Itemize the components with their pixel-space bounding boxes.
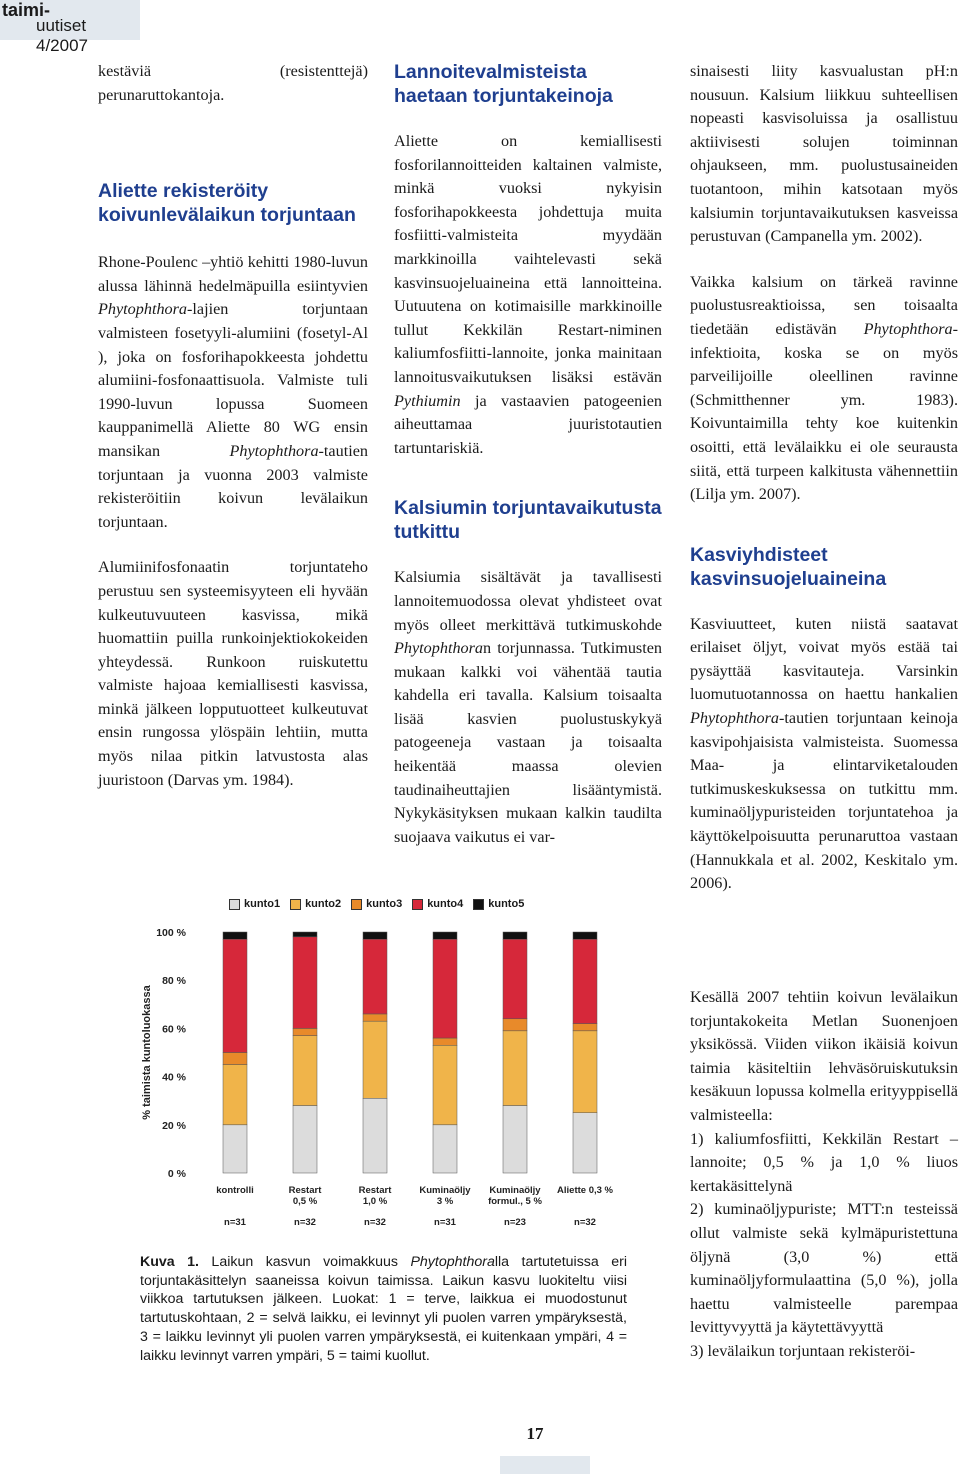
bar-segment-kunto1 xyxy=(363,1098,387,1173)
legend-kunto3 xyxy=(351,898,402,910)
column-1 xyxy=(98,60,368,792)
n-label: n=31 xyxy=(434,1217,456,1228)
x-category-label: 1,0 % xyxy=(362,1196,388,1207)
n-label: n=32 xyxy=(364,1217,386,1228)
y-tick-label: 100 % xyxy=(156,927,186,939)
legend-swatch xyxy=(229,899,240,910)
bar-segment-kunto1 xyxy=(223,1125,247,1173)
legend-label: kunto2 xyxy=(305,898,342,910)
bar-segment-kunto2 xyxy=(293,1036,317,1106)
legend-swatch xyxy=(473,899,484,910)
legend-swatch xyxy=(290,899,301,910)
heading-fertilizer: Lannoitevalmisteista haetaan torjuntakeinoja xyxy=(394,61,613,107)
paragraph-experiment: Kesällä 2007 tehtiin koivun levälaikun torjuntakokeita Metlan Suonenjoen yksikössä. Viiden viikon ikäisiä koivun taimia käsiteltiin lehväsöruiskutuksin kesäkuun lopussa kolmella erityyppisellä valmisteella: xyxy=(690,988,958,1124)
y-tick-label: 0 % xyxy=(167,1168,186,1180)
list-item-2: 2) kuminaöljypuriste; MTT:n testeissä ollut valmiste sekä kylmäpuristettuna öljynä (3,0 %) että kuminaöljyformulaattina (5,0 %), jolla haettu valmisteelle parempaa levittyvyyttä ja käytettävyyttä xyxy=(690,1200,958,1337)
bar-segment-kunto4 xyxy=(573,939,597,1023)
x-category-label: Aliette 0,3 % xyxy=(557,1185,613,1196)
paragraph-plant-compounds: Kasviuutteet, kuten niistä saatavat erilaiset öljyt, voivat myös estää tai pysäyttää kasvitauteja. Varsinkin luomutuotannossa on haettu hankalien Phytophthora-tautien torjuntaan keinoja kasvipohjaisista valmisteista. Suomessa Maa- ja elintarviketalouden tutkimuskeskuksessa on tutkittu mm. kuminaöljypuristeiden torjuntatehoa ja käyttökelpoisuutta perunaruttoa vastaan (Hannukkala et al. 2002, Keskitalo ym. 2006). xyxy=(690,614,958,893)
x-category-label: 3 % xyxy=(436,1196,454,1207)
bar-segment-kunto5 xyxy=(293,932,317,937)
n-label: n=31 xyxy=(224,1217,246,1228)
paragraph-calcium-infection: Vaikka kalsium on tärkeä ravinne puolustusreaktioissa, sen toisaalta tiedetään edistävän Phytophthora-infektioita, koska se on myös parveilijoille oleellinen ravinne (Schmitthenner ym. 1983). Koivuntaimilla tehty koe kuitenkin osoitti, että levälaikku ei ole seurausta siitä, että turpeen kalkitusta vähennettiin (Lilja ym. 2007). xyxy=(690,272,958,504)
bar-segment-kunto3 xyxy=(293,1028,317,1035)
bar-segment-kunto4 xyxy=(433,939,457,1038)
bar-segment-kunto3 xyxy=(363,1014,387,1021)
stacked-bar-chart xyxy=(130,892,630,1237)
legend-kunto4 xyxy=(412,898,463,910)
column-3-lower xyxy=(690,986,958,1364)
x-category-label: Restart xyxy=(288,1185,322,1196)
legend-label: kunto3 xyxy=(366,898,403,910)
legend-kunto5 xyxy=(473,898,524,910)
masthead-issue: uutiset 4/2007 xyxy=(36,16,88,55)
bar-segment-kunto5 xyxy=(433,932,457,939)
intro-paragraph: kestäviä (resistenttejä) perunaruttokantoja. xyxy=(98,62,368,104)
bar-segment-kunto5 xyxy=(363,932,387,939)
bar-segment-kunto4 xyxy=(293,937,317,1029)
legend-kunto2 xyxy=(290,898,341,910)
bar-segment-kunto2 xyxy=(363,1021,387,1098)
y-tick-label: 80 % xyxy=(162,975,186,988)
legend-label: kunto4 xyxy=(427,898,464,910)
bar-segment-kunto4 xyxy=(503,939,527,1019)
paragraph-fertilizer: Aliette on kemiallisesti fosforilannoitteiden kaltainen valmiste, minkä vuoksi nykyisin fosforihapokkeesta johdettuja muita fosfiitti-valmisteita myydään markkinoilla vaihtelevasti sekä kasvinsuojeluaineina että lannoitteina. Uutuutena on kotimaisille markkinoille tullut Kekkilän Restart-niminen kaliumfosfiitti-lannoite, jonka mainitaan lannoitusvaikutuksen lisäksi estävän Pythiumin ja vastaavien patogeenien aiheuttamaa juuristotautien tartuntariskiä. xyxy=(394,132,662,457)
list-item-1: 1) kaliumfosfiitti, Kekkilän Restart –lannoite; 0,5 % ja 1,0 % liuos kertakäsittelynä xyxy=(690,1129,958,1195)
bar-segment-kunto2 xyxy=(223,1065,247,1125)
figure-caption: Kuva 1. Laikun kasvun voimakkuus Phytophthoralla tartutetuissa eri torjuntakäsittelyn saaneissa koivun taimissa. Laikun kasvu luokiteltu viisi viikkoa tartutuksen jälkeen. Luokat: 1 = terve, laikkua ei muodostunut tartutuskohtaan, 2 = selvä laikku, ei levinnyt yli puolen varren ympäryksestä, 3 = laikku levinnyt yli puolen varren ympäryksestä, ei kuitenkaan ympäri, 4 = laikku levinnyt varren ympäri, 5 = taimi kuollut. xyxy=(140,1254,628,1364)
y-tick-label: 60 % xyxy=(162,1023,186,1036)
bar-segment-kunto1 xyxy=(573,1113,597,1173)
x-category-label: formul., 5 % xyxy=(488,1196,542,1207)
bar-segment-kunto1 xyxy=(433,1125,457,1173)
x-category-label: Kuminaöljy xyxy=(419,1185,471,1196)
legend-swatch xyxy=(412,899,423,910)
y-axis-label: % taimista kuntoluokassa xyxy=(141,985,153,1120)
column-3 xyxy=(690,60,958,896)
heading-calcium: Kalsiumin torjuntavaikutusta tutkittu xyxy=(394,497,662,544)
bar-segment-kunto2 xyxy=(573,1031,597,1113)
n-label: n=32 xyxy=(574,1217,596,1228)
figure-chart xyxy=(130,892,630,1237)
bar-segment-kunto2 xyxy=(503,1031,527,1106)
bar-segment-kunto3 xyxy=(223,1053,247,1065)
bar-segment-kunto5 xyxy=(503,932,527,939)
heading-aliette: Aliette rekisteröity koivunlevälaikun torjuntaan xyxy=(98,180,356,227)
legend-label: kunto1 xyxy=(244,898,281,910)
bar-segment-kunto3 xyxy=(503,1019,527,1031)
y-tick-label: 20 % xyxy=(162,1119,186,1132)
page-number: 17 xyxy=(526,1424,544,1443)
paragraph-aluminium-mechanism: Alumiinifosfonaatin torjuntateho perustuu sen systeemisyyteen eli hyvään kulkeutuvuuteen kasvissa, mikä huomattiin puilla runkoinjektiokokeiden yhteydessä. Runkoon ruiskutettu valmiste hajoaa kemiallisesti kasvissa, minkä jälkeen lopputuotteet kulkeutuvat ensin rungossa ylöspäin lehtiin, mutta myös nilaa pitkin latvustosta alas juuristoon (Darvas ym. 1984). xyxy=(98,558,368,789)
bar-segment-kunto3 xyxy=(573,1024,597,1031)
masthead-title: taimi- xyxy=(2,0,51,20)
x-category-label: 0,5 % xyxy=(292,1196,318,1207)
y-tick-label: 40 % xyxy=(162,1071,186,1084)
bar-segment-kunto1 xyxy=(293,1106,317,1173)
bar-segment-kunto4 xyxy=(223,939,247,1052)
bar-segment-kunto1 xyxy=(503,1106,527,1173)
n-label: n=23 xyxy=(504,1217,526,1228)
legend-kunto1 xyxy=(229,898,280,910)
bar-segment-kunto5 xyxy=(573,932,597,939)
x-category-label: Restart xyxy=(358,1185,392,1196)
masthead xyxy=(0,0,140,55)
paragraph-aliette-history: Rhone-Poulenc –yhtiö kehitti 1980-luvun alussa lähinnä hedelmäpuilla esiintyvien Phytophthora-lajien torjuntaan valmisteen fosetyyli-alumiini (fosetyl-Al ), joka on fosforihapokkeesta johdettu alumiini-fosfonaattisuola. Valmiste tuli 1990-luvun lopussa Suomeen kauppanimellä Aliette 80 WG ensin mansikan Phytophthora-tautien torjuntaan ja vuonna 2003 valmiste rekisteröitiin koivun levälaikun torjuntaan. xyxy=(98,253,368,531)
x-category-label: kontrolli xyxy=(216,1185,254,1196)
page-footer-bar xyxy=(500,1456,590,1474)
bar-segment-kunto2 xyxy=(433,1045,457,1125)
chart-legend xyxy=(229,898,524,910)
n-label: n=32 xyxy=(294,1217,316,1228)
bar-segment-kunto5 xyxy=(223,932,247,939)
legend-label: kunto5 xyxy=(488,898,525,910)
legend-swatch xyxy=(351,899,362,910)
paragraph-calcium-cont: sinaisesti liity kasvualustan pH:n nousuun. Kalsium liikkuu suhteellisen nopeasti kasvisoluissa ja osallistuu aktiivisesti solujen toiminnan ohjaukseen, mm. puolustusaineiden tuotantoon, mihin katsotaan myös kalsiumin torjuntavaikutuksen kasveissa perustuvan (Campanella ym. 2002). xyxy=(690,62,958,246)
bar-segment-kunto3 xyxy=(433,1038,457,1045)
paragraph-calcium: Kalsiumia sisältävät ja tavallisesti lannoitemuodossa olevat yhdisteet ovat myös olleet merkittävä tutkimuskohde Phytophthoran torjunnassa. Tutkimusten mukaan kalkki voi vähentää tautia kahdella eri tavalla. Kalsium toisaalta lisää kasvien puolustuskykyä patogeeneja vastaan ja toisaalta heikentää maassa olevien taudinaiheuttajien lisääntymistä. Nykykäsityksen mukaan kalkin taudilta suojaava vaikutus ei var- xyxy=(394,568,662,846)
column-2 xyxy=(394,60,662,849)
bar-segment-kunto4 xyxy=(363,939,387,1014)
x-category-label: Kuminaöljy xyxy=(489,1185,541,1196)
list-item-3: 3) levälaikun torjuntaan rekisteröi- xyxy=(690,1341,916,1360)
heading-plant-compounds: Kasviyhdisteet kasvinsuojeluaineina xyxy=(690,543,887,590)
